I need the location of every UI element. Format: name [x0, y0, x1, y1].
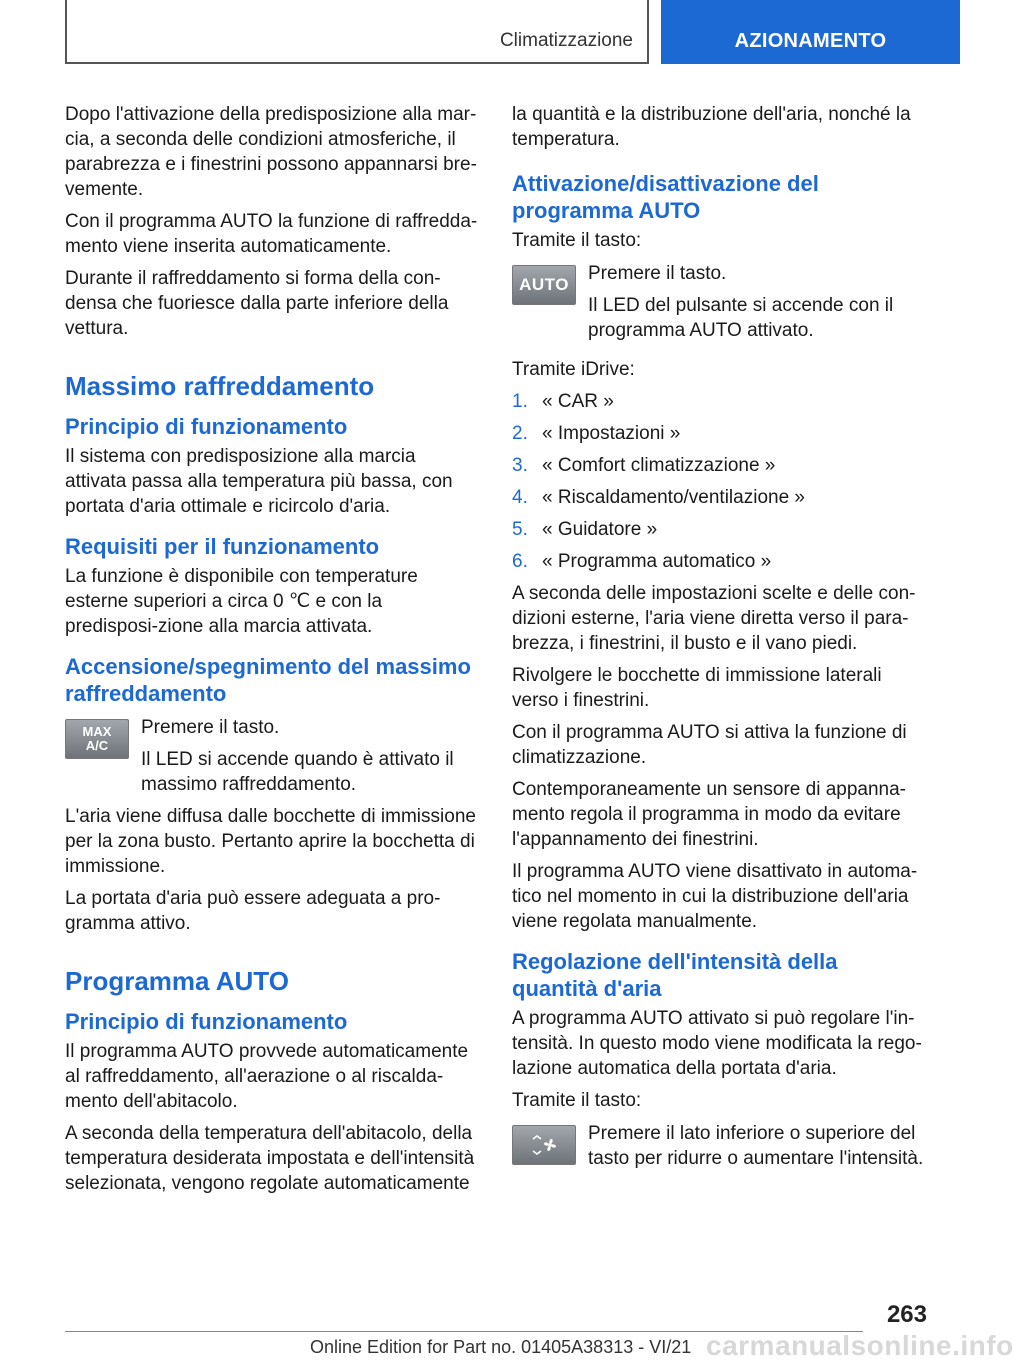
paragraph: Il programma AUTO provvede automaticamente al raffreddamento, all'aerazione o al riscalda-mento dell'abitacolo.	[65, 1041, 469, 1112]
list-item: 4. « Riscaldamento/ventilazione »	[512, 487, 805, 508]
heading-max-cooling: Massimo raffreddamento	[65, 371, 375, 401]
fan-icon	[529, 1134, 559, 1156]
heading-principle: Principio di funzionamento	[65, 1009, 348, 1034]
section-title: Climatizzazione	[499, 30, 633, 51]
led-note: Il LED si accende quando è attivato il massimo raffreddamento.	[141, 749, 454, 795]
instruction: Premere il tasto.	[141, 717, 280, 738]
paragraph: Tramite il tasto:	[512, 1090, 642, 1111]
paragraph: Con il programma AUTO la funzione di raffredda-mento viene inserita automaticamente.	[65, 211, 478, 257]
chapter-tab[interactable]	[661, 0, 960, 64]
watermark: carmanualsonline.info	[706, 1330, 1014, 1361]
list-item: 6. « Programma automatico »	[512, 551, 772, 572]
list-item: 5. « Guidatore »	[512, 519, 658, 540]
auto-key-row	[512, 261, 926, 343]
idrive-steps	[512, 389, 926, 574]
heading-switch-max-cooling: Accensione/spegnimento del massimo raffreddamento	[65, 654, 471, 706]
fan-key-row	[512, 1121, 926, 1171]
heading-auto-program: Programma AUTO	[65, 966, 289, 996]
led-note: Il LED del pulsante si accende con il programma AUTO attivato.	[588, 295, 894, 341]
paragraph: Il programma AUTO viene disattivato in automa-tico nel momento in cui la distribuzione dell'aria viene regolata manualmente.	[512, 861, 918, 932]
chapter-title: AZIONAMENTO	[734, 30, 887, 52]
left-column	[65, 102, 479, 1203]
paragraph: L'aria viene diffusa dalle bocchette di immissione per la zona busto. Pertanto aprire la bocchetta di immissione.	[65, 806, 476, 877]
list-item: 2. « Impostazioni »	[512, 423, 681, 444]
paragraph: La portata d'aria può essere adeguata a pro-gramma attivo.	[65, 888, 441, 934]
paragraph: Durante il raffreddamento si forma della con-densa che fuoriesce dalla parte inferiore della vettura.	[65, 268, 449, 339]
paragraph: Contemporaneamente un sensore di appanna-mento regola il programma in modo da evitare l'appannamento dei finestrini.	[512, 779, 906, 850]
paragraph: La funzione è disponibile con temperature esterne superiori a circa 0 ℃ e con la predisposi-zione alla marcia attivata.	[65, 566, 418, 637]
heading-activate-auto: Attivazione/disattivazione del programma AUTO	[512, 171, 819, 223]
heading-adjust-intensity: Regolazione dell'intensità della quantità d'aria	[512, 949, 838, 1001]
right-column	[512, 102, 926, 1178]
paragraph: A seconda delle impostazioni scelte e delle con-dizioni esterne, l'aria viene diretta verso il para-brezza, i finestrini, il busto e il vano piedi.	[512, 583, 916, 654]
paragraph: Tramite il tasto:	[512, 230, 642, 251]
paragraph: A seconda della temperatura dell'abitacolo, della temperatura desiderata impostata e dell'intensità selezionata, vengono regolate automaticamente	[65, 1123, 475, 1194]
paragraph: la quantità e la distribuzione dell'aria, nonché la temperatura.	[512, 104, 911, 150]
paragraph: Tramite iDrive:	[512, 359, 635, 380]
paragraph: Rivolgere le bocchette di immissione laterali verso i finestrini.	[512, 665, 882, 711]
paragraph: Il sistema con predisposizione alla marcia attivata passa alla temperatura più bassa, con portata d'aria ottimale e ricircolo d'aria.	[65, 446, 453, 517]
heading-principle: Principio di funzionamento	[65, 414, 348, 439]
max-ac-button-icon: MAX A/C	[65, 719, 129, 759]
max-ac-key-row	[65, 715, 479, 797]
instruction: Premere il tasto.	[588, 263, 727, 284]
paragraph: A programma AUTO attivato si può regolare l'in-tensità. In questo modo viene modificata la rego-lazione automatica della portata d'aria.	[512, 1008, 922, 1079]
paragraph: Dopo l'attivazione della predisposizione alla mar-cia, a seconda delle condizioni atmosferiche, il parabrezza e i finestrini possono appannarsi bre-vemente.	[65, 104, 477, 200]
heading-requirements: Requisiti per il funzionamento	[65, 534, 380, 559]
instruction: Premere il lato inferiore o superiore del tasto per ridurre o aumentare l'intensità.	[588, 1123, 924, 1169]
list-item: 3. « Comfort climatizzazione »	[512, 455, 776, 476]
paragraph: Con il programma AUTO si attiva la funzione di climatizzazione.	[512, 722, 907, 768]
page-number: 263	[886, 1301, 927, 1328]
edition-note: Online Edition for Part no. 01405A38313 - VI/21	[310, 1337, 692, 1357]
auto-button-icon: AUTO	[512, 265, 576, 305]
list-item: 1. « CAR »	[512, 391, 614, 412]
header-box	[65, 0, 649, 64]
fan-intensity-icon	[512, 1125, 576, 1165]
